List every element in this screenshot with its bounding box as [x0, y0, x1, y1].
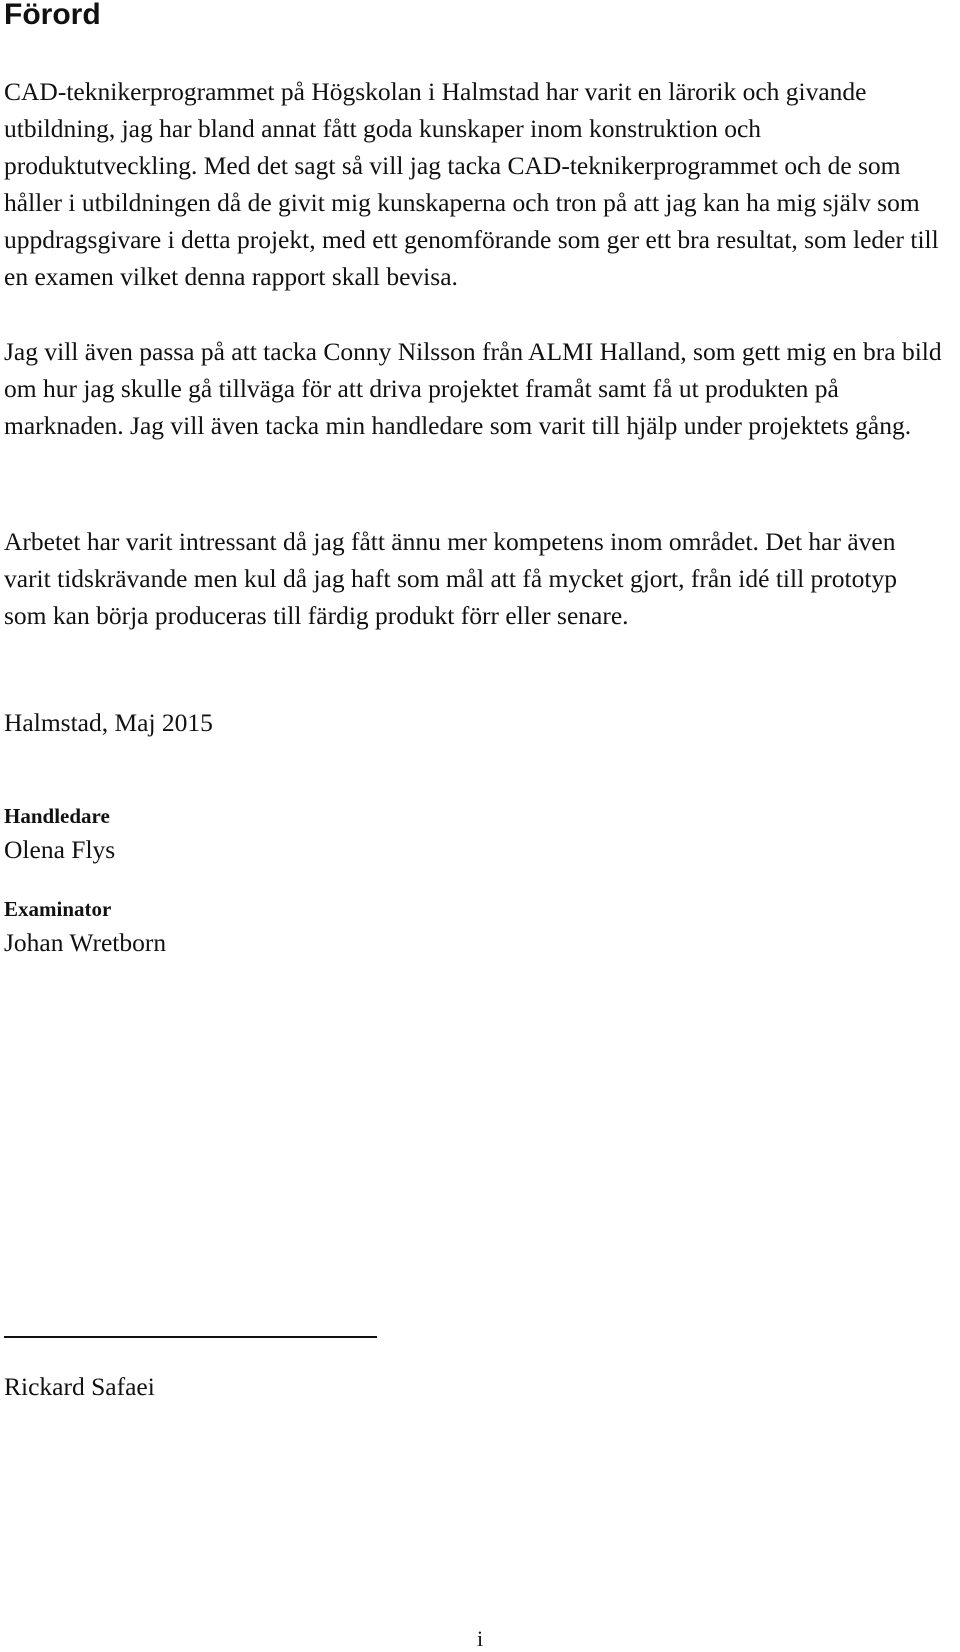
page-title: Förord: [4, 0, 101, 31]
examiner-name: Johan Wretborn: [4, 928, 167, 957]
signature-name: Rickard Safaei: [4, 1372, 155, 1401]
paragraph-intro: CAD-teknikerprogrammet på Högskolan i Halmstad har varit en lärorik och givande utbildning, jag har bland annat fått goda kunskaper inom konstruktion och produktutveckling. Med det sagt så vill jag tacka CAD-teknikerprogrammet och de som håller i utbildningen då de givit mig kunskaperna och tron på att jag kan ha mig själv som uppdragsgivare i detta projekt, med ett genomförande som ger ett bra resultat, som leder till en examen vilket denna rapport skall bevisa.: [4, 77, 939, 291]
supervisor-label: Handledare: [4, 804, 110, 828]
paragraph-work: Arbetet har varit intressant då jag fått ännu mer kompetens inom området. Det har även varit tidskrävande men kul då jag haft som mål att få mycket gjort, från idé till prototyp som kan börja produceras till färdig produkt förr eller senare.: [4, 527, 897, 630]
page-number: i: [476, 1626, 484, 1651]
place-date: Halmstad, Maj 2015: [4, 708, 213, 737]
signature-line: [4, 1336, 377, 1338]
supervisor-name: Olena Flys: [4, 835, 116, 864]
paragraph-thanks: Jag vill även passa på att tacka Conny Nilsson från ALMI Halland, som gett mig en bra bild om hur jag skulle gå tillväga för att driva projektet framåt samt få ut produkten på marknaden. Jag vill även tacka min handledare som varit till hjälp under projektets gång.: [4, 337, 942, 440]
examiner-label: Examinator: [4, 897, 112, 921]
